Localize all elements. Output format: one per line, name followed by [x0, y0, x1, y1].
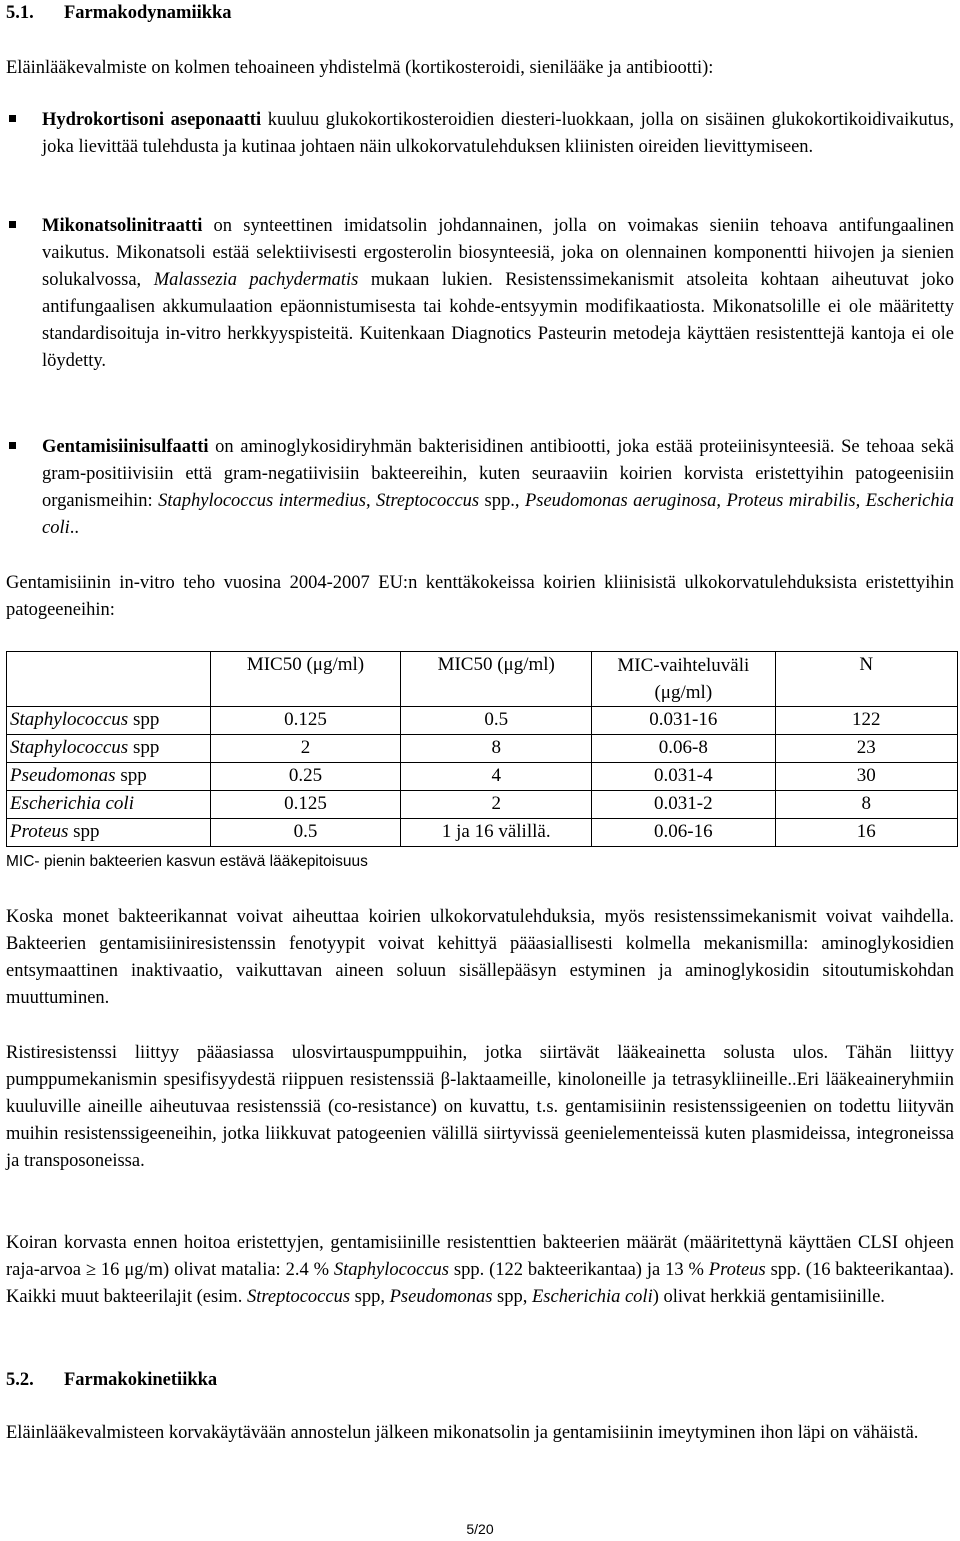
table-cell: 0.5 — [401, 707, 592, 735]
table-cell: 0.031-2 — [592, 791, 775, 819]
bullet-text: mukaan lukien. Resistenssimekanismit atsoleita kohtaan aiheutuvat joko antifungaalisen akkumulaation epäonnistumisesta tai kohde-entsyymin modifikaatiosta. Mikonatsolille ei ole määritetty standardisoituja in-vitro herkkyyspisteitä. Kuitenkaan Diagnotics Pasteurin metodeja käyttäen resistenttejä kantoja ei ole löydetty. — [42, 270, 954, 371]
mic-table — [6, 651, 958, 847]
bullet-species: Staphylococcus intermedius — [158, 491, 366, 511]
species-name: Escherichia coli — [10, 793, 134, 814]
table-cell: 0.125 — [210, 791, 401, 819]
text-run: Koiran korvasta ennen hoitoa eristettyjen, gentamisiinille resistenttien bakteerien määrät (määritettynä käyttäen CLSI ohjeen raja-arvoa ≥ 16 μg/m) olivat matalia: 2.4 % — [6, 1233, 954, 1280]
table-cell: 30 — [775, 763, 957, 791]
bullet-term: Mikonatsolinitraatti — [42, 216, 203, 236]
resistance-paragraph: Koska monet bakteerikannat voivat aiheuttaa koirien ulkokorvatulehduksia, myös resistenssimekanismit voivat vaihdella. Bakteerien gentamisiiniresistenssin fenotyypit voivat kehittyä pääasiallisesti kolmella mekanismilla: aminoglykosidien entsymaattinen inaktivaatio, vaikuttavan aineen soluun sisällepääsyn estyminen ja aminoglykosidin sitoutumiskohdan muuttuminen. — [6, 907, 954, 1008]
species-name: Pseudomonas — [10, 765, 116, 786]
table-note: MIC- pienin bakteerien kasvun estävä lääkepitoisuus — [6, 853, 368, 870]
section-number: 5.1. — [6, 3, 34, 23]
table-cell-species — [7, 763, 211, 791]
table-cell: 4 — [401, 763, 592, 791]
text-run: spp. (122 bakteerikantaa) ja 13 % — [449, 1260, 709, 1280]
table-cell: 0.25 — [210, 763, 401, 791]
bullet-miconazole — [6, 213, 954, 375]
section-title: Farmakokinetiikka — [64, 1370, 218, 1390]
table-header-cell: MIC50 (μg/ml) — [210, 652, 401, 707]
bullet-gentamicin — [6, 434, 954, 542]
table-header-row — [7, 652, 958, 707]
section-heading-5-1 — [6, 1, 232, 25]
separator: spp., — [479, 491, 525, 511]
table-header-cell: MIC50 (μg/ml) — [401, 652, 592, 707]
table-cell-species — [7, 735, 211, 763]
bullet-species: Malassezia pachydermatis — [153, 270, 359, 290]
species-name: Staphylococcus — [10, 737, 129, 758]
bullet-species: Proteus mirabilis, Escherichia coli — [42, 491, 955, 538]
page-number: 5/20 — [466, 1521, 494, 1537]
text-run: spp. (16 bakteerikantaa). Kaikki muut bakteerilajit (esim. — [6, 1260, 954, 1307]
table-cell: 122 — [775, 707, 957, 735]
bullet-square-icon — [9, 442, 16, 449]
table-cell-species — [7, 791, 211, 819]
table-cell-species — [7, 819, 211, 847]
separator: , — [716, 491, 727, 511]
bullet-term: Gentamisiinisulfaatti — [42, 437, 209, 457]
text-run: ) olivat herkkiä gentamisiinille. — [652, 1287, 885, 1307]
table-row — [7, 819, 958, 847]
species-suffix: spp — [68, 821, 100, 842]
table-cell: 23 — [775, 735, 957, 763]
table-cell: 16 — [775, 819, 957, 847]
table-intro: Gentamisiinin in-vitro teho vuosina 2004-2007 EU:n kenttäkokeissa koirien kliinisistä ulkokorvatulehduksista eristettyihin patogeeneihin: — [6, 573, 954, 620]
species-name: Escherichia coli — [531, 1287, 653, 1307]
section-number: 5.2. — [6, 1370, 34, 1390]
table-header-cell: MIC-vaihteluväli (μg/ml) — [592, 652, 775, 707]
bullet-text: on synteettinen imidatsolin johdannainen, jolla on voimakas sieniin tehoava antifungaalinen vaikutus. Mikonatsoli estää selektiivisesti ergosterolin biosynteesiä, joka on olennainen komponentti hiivojen ja sienien solukalvossa, — [42, 216, 954, 290]
text-run: spp, — [350, 1287, 390, 1307]
table-row — [7, 735, 958, 763]
species-name: Streptococcus — [246, 1287, 351, 1307]
species-name: Proteus — [10, 821, 69, 842]
table-cell: 0.06-8 — [592, 735, 775, 763]
resistant-strains-paragraph — [6, 1230, 954, 1311]
bullet-term: Hydrokortisoni aseponaatti — [42, 110, 262, 130]
bullet-text: on aminoglykosidiryhmän bakterisidinen antibiootti, joka estää proteiinisynteesiä. Se tehoaa sekä gram-positiivisiin että gram-negatiivisiin bakteereihin, kuten seuraaviin koirien korvista eristettyihin patogeenisiin organismeihin: — [42, 437, 954, 511]
bullet-species: Streptococcus — [376, 491, 480, 511]
cross-resistance-paragraph: Ristiresistenssi liittyy pääasiassa ulosvirtauspumppuihin, jotka siirtävät lääkeainetta solusta ulos. Tähän liittyy pumppumekanismin spesifisyydestä riippuen resistenssiä β-laktaameille, kinoloneille ja tetrasykliineille..Eri lääkeaineryhmiin kuuluville aineille aiheutuvaa resistenssiä (co-resistance) on kuvattu, t.s. gentamisiinin resistenssigeenien on todettu liityvän muihin resistenssigeeneihin, jotka liikkuvat patogeenien välillä siirtyvissä geenielementeissä kuten plasmideissa, integroneissa ja transposoneissa. — [6, 1043, 954, 1171]
separator: , — [365, 491, 377, 511]
species-name: Proteus — [708, 1260, 766, 1280]
bullet-square-icon — [9, 221, 16, 228]
text-run: spp, — [492, 1287, 532, 1307]
intro-paragraph: Eläinlääkevalmiste on kolmen tehoaineen yhdistelmä (kortikosteroidi, sienilääke ja antibiootti): — [6, 58, 714, 78]
table-cell: 0.125 — [210, 707, 401, 735]
bullet-hydrocortisone — [6, 107, 954, 161]
table-cell: 1 ja 16 välillä. — [401, 819, 592, 847]
species-name: Staphylococcus — [333, 1260, 449, 1280]
table-row — [7, 707, 958, 735]
pharmacokinetics-paragraph: Eläinlääkevalmisteen korvakäytävään annostelun jälkeen mikonatsolin ja gentamisiinin imeytyminen ihon läpi on vähäistä. — [6, 1423, 919, 1443]
bullet-text: kuuluu glukokortikosteroidien diesteri-luokkaan, jolla on sisäinen glukokortikoidivaikutus, joka lievittää tulehdusta ja kutinaa johtaen näin ulkokorvatulehduksen kliinisten oireiden lievittymiseen. — [42, 110, 954, 157]
table-row — [7, 763, 958, 791]
species-name: Staphylococcus — [10, 709, 129, 730]
species-name: Pseudomonas — [389, 1287, 493, 1307]
bullet-species: Pseudomonas aeruginosa — [524, 491, 717, 511]
section-heading-5-2 — [6, 1368, 217, 1392]
table-cell: 0.031-16 — [592, 707, 775, 735]
table-cell: 0.5 — [210, 819, 401, 847]
bullet-square-icon — [9, 115, 16, 122]
table-row — [7, 791, 958, 819]
species-suffix: spp — [128, 709, 160, 730]
section-title: Farmakodynamiikka — [64, 3, 232, 23]
table-cell: 2 — [210, 735, 401, 763]
table-cell: 8 — [401, 735, 592, 763]
species-suffix: spp — [128, 737, 160, 758]
table-cell: 0.031-4 — [592, 763, 775, 791]
species-suffix: spp — [115, 765, 147, 786]
table-header-cell — [7, 652, 211, 707]
separator: .. — [69, 518, 79, 538]
table-header-cell: N — [775, 652, 957, 707]
table-cell: 8 — [775, 791, 957, 819]
table-cell: 2 — [401, 791, 592, 819]
table-cell: 0.06-16 — [592, 819, 775, 847]
table-cell-species — [7, 707, 211, 735]
